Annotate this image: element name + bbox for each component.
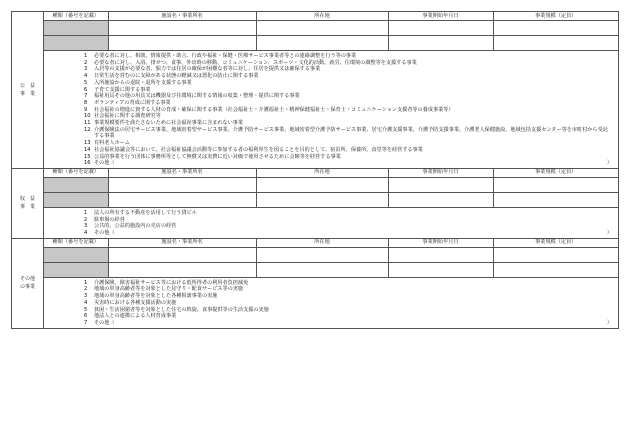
item-number: 3 xyxy=(84,66,88,73)
item-number: 13 xyxy=(84,140,91,147)
list-item xyxy=(44,140,618,147)
item-number: 4 xyxy=(84,73,88,80)
entry-cell[interactable] xyxy=(256,36,388,51)
item-text: 地域の単身高齢者等を対象とした見守り・配食サービス等の実施 xyxy=(94,286,244,293)
closing-paren: ） xyxy=(606,160,612,167)
list-item xyxy=(44,300,618,307)
profit-business-section xyxy=(12,169,618,239)
item-text: 地域の単身高齢者等を対象とした各種相談事業の実施 xyxy=(94,293,218,300)
list-item xyxy=(44,120,618,127)
item-number: 3 xyxy=(84,223,88,230)
item-text: 法人の所有する不動産を活用して行う貸ビル xyxy=(94,209,197,216)
item-number: 1 xyxy=(84,279,88,286)
item-number: 5 xyxy=(84,79,88,86)
item-text: 社会福祉の増進に資する人材の育成・確保に関する事業（社会福祉士・介護福祉士・精神保健福祉士・保育士・コミュニケーション支援者等の養成事業等） xyxy=(94,106,454,113)
entry-cell[interactable] xyxy=(493,177,618,192)
type-number-cell[interactable] xyxy=(44,21,108,36)
item-number: 7 xyxy=(84,93,88,100)
table-row xyxy=(44,177,618,192)
closing-paren: ） xyxy=(606,319,612,326)
item-number: 1 xyxy=(84,209,88,216)
table-row xyxy=(44,36,618,51)
item-number: 11 xyxy=(84,120,91,127)
business-type-list xyxy=(44,51,618,168)
list-item xyxy=(44,210,618,217)
item-number: 2 xyxy=(84,286,88,293)
item-number: 15 xyxy=(84,153,91,160)
column-header: 施設名・事業所名 xyxy=(108,239,256,248)
item-text: 介護保険、障害福祉サービス等における低所得者の利用者負担減免 xyxy=(94,279,249,286)
item-text: 入居等の支援が必要な者、独力では住居の確保が困難な者等に対し、住居を提供又は確保する事業 xyxy=(94,66,321,73)
section-label: 公 益 事 業 xyxy=(12,12,44,168)
list-item xyxy=(44,73,618,80)
closing-paren: ） xyxy=(606,230,612,237)
entry-cell[interactable] xyxy=(256,192,388,207)
column-header: 所在地 xyxy=(256,239,388,248)
entry-table xyxy=(44,12,618,51)
column-header: 種類（番号を記載） xyxy=(44,169,108,178)
list-item xyxy=(44,80,618,87)
section-label: 収 益 事 業 xyxy=(12,169,44,238)
column-header: 種類（番号を記載） xyxy=(44,239,108,248)
item-text: その他（ xyxy=(94,319,115,326)
type-number-cell[interactable] xyxy=(44,177,108,192)
entry-cell[interactable] xyxy=(388,247,493,262)
column-header: 所在地 xyxy=(256,12,388,21)
entry-cell[interactable] xyxy=(493,21,618,36)
entry-cell[interactable] xyxy=(388,177,493,192)
table-row xyxy=(44,262,618,277)
item-number: 1 xyxy=(84,53,88,59)
entry-cell[interactable] xyxy=(108,21,256,36)
item-number: 4 xyxy=(84,230,88,237)
item-number: 6 xyxy=(84,313,88,320)
table-header-row xyxy=(44,169,618,178)
list-item xyxy=(44,313,618,320)
business-report-form xyxy=(11,11,619,329)
entry-cell[interactable] xyxy=(388,192,493,207)
item-text: 日常生活を営むのに支障がある状態の軽減又は悪化の防止に関する事業 xyxy=(94,73,259,80)
entry-cell[interactable] xyxy=(108,247,256,262)
column-header: 事業開始年月日 xyxy=(388,169,493,178)
entry-cell[interactable] xyxy=(256,262,388,277)
entry-cell[interactable] xyxy=(108,177,256,192)
item-number: 12 xyxy=(84,126,91,133)
type-number-cell[interactable] xyxy=(44,247,108,262)
item-text: 災害時における各種支援活動の実施 xyxy=(94,299,177,306)
item-text: 福祉用具その他の用具又は機器及び住環境に関する情報の収集・整理・提供に関する事業 xyxy=(94,93,300,100)
entry-cell[interactable] xyxy=(388,21,493,36)
column-header: 事業規模（定員） xyxy=(493,169,618,178)
business-type-list xyxy=(44,208,618,238)
item-text: 介護保険法の居宅サービス事業、地域密着型サービス事業、介護予防サービス事業、地域密着型介護予防サービス事業、居宅介護支援事業、介護予防支援事業、介護老人保健施設、地域包括支援センター等を市町村から受託する事業 xyxy=(94,126,608,140)
item-text: 社会福祉協議会等において、社会福祉協議会活動等に参加する者の福利厚生を図ることを目的として、宿泊所、保養所、食堂等を経営する事業 xyxy=(94,146,423,153)
entry-table xyxy=(44,239,618,278)
item-text: 公益的事業を行う団体に事務所等として無償又は実費に近い対価で使用させるために会館等を経営する事業 xyxy=(94,153,341,160)
column-header: 事業開始年月日 xyxy=(388,12,493,21)
item-text: 入所施設からの退院・退所を支援する事業 xyxy=(94,79,192,86)
item-text: 事業規模要件を満たさないために社会福祉事業に含まれない事業 xyxy=(94,120,244,127)
other-business-section xyxy=(12,239,618,328)
entry-table xyxy=(44,169,618,208)
item-number: 8 xyxy=(84,99,88,106)
list-item xyxy=(44,154,618,161)
column-header: 事業規模（定員） xyxy=(493,12,618,21)
entry-cell[interactable] xyxy=(108,192,256,207)
entry-cell[interactable] xyxy=(256,177,388,192)
list-item xyxy=(44,293,618,300)
type-number-cell[interactable] xyxy=(44,262,108,277)
list-item xyxy=(44,93,618,100)
public-interest-business-section xyxy=(12,12,618,169)
column-header: 事業規模（定員） xyxy=(493,239,618,248)
item-text: 有料老人ホーム xyxy=(94,140,130,147)
item-number: 5 xyxy=(84,306,88,313)
list-item xyxy=(44,223,618,230)
item-text: 公共的、公益的施設内の売店の経営 xyxy=(94,223,177,230)
item-number: 2 xyxy=(84,59,88,66)
column-header: 種類（番号を記載） xyxy=(44,12,108,21)
item-text: その他（ xyxy=(94,230,115,237)
entry-cell[interactable] xyxy=(256,247,388,262)
entry-cell[interactable] xyxy=(388,36,493,51)
column-header: 事業開始年月日 xyxy=(388,239,493,248)
type-number-cell[interactable] xyxy=(44,36,108,51)
entry-cell[interactable] xyxy=(256,21,388,36)
table-row xyxy=(44,192,618,207)
entry-cell[interactable] xyxy=(493,36,618,51)
item-text: 貧困・生活困窮者等を対象とした住宅の斡旋、食事提供等の生活支援の実施 xyxy=(94,306,269,313)
table-header-row xyxy=(44,12,618,21)
item-number: 16 xyxy=(84,160,91,167)
item-number: 9 xyxy=(84,106,88,113)
entry-cell[interactable] xyxy=(493,192,618,207)
column-header: 施設名・事業所名 xyxy=(108,169,256,178)
item-number: 14 xyxy=(84,146,91,153)
entry-cell[interactable] xyxy=(108,36,256,51)
item-text: その他（ xyxy=(94,160,115,167)
business-type-list xyxy=(44,278,618,328)
entry-cell[interactable] xyxy=(108,262,256,277)
item-text: 必要な者に対し、入浴、排せつ、食事、外出時の移動、コミュニケーション、スポーツ・文化的活動、就労、住環境の調整等を支援する事業 xyxy=(94,59,417,66)
entry-cell[interactable] xyxy=(493,262,618,277)
item-text: 子育て支援に関する事業 xyxy=(94,86,151,93)
table-row xyxy=(44,247,618,262)
list-item xyxy=(44,100,618,107)
item-number: 4 xyxy=(84,299,88,306)
column-header: 施設名・事業所名 xyxy=(108,12,256,21)
item-number: 10 xyxy=(84,113,91,120)
list-item xyxy=(44,127,618,140)
entry-cell[interactable] xyxy=(493,247,618,262)
item-text: ボランティアの育成に関する事業 xyxy=(94,99,171,106)
entry-cell[interactable] xyxy=(388,262,493,277)
type-number-cell[interactable] xyxy=(44,192,108,207)
item-text: 駐車場の経営 xyxy=(94,216,125,223)
list-item xyxy=(44,230,618,237)
item-text: 社会福祉に関する調査研究等 xyxy=(94,113,161,120)
item-text: 必要な者に対し、相談、情報提供・助言、行政や福祉・保健・医療サービス事業者等との連絡調整を行う等の事業 xyxy=(94,53,357,59)
item-number: 2 xyxy=(84,216,88,223)
item-number: 3 xyxy=(84,293,88,300)
item-number: 7 xyxy=(84,319,88,326)
section-label: その他 の事業 xyxy=(12,239,44,328)
list-item xyxy=(44,160,618,167)
table-header-row xyxy=(44,239,618,248)
item-text: 他法人との連携による人材育成事業 xyxy=(94,313,177,320)
item-number: 6 xyxy=(84,86,88,93)
list-item xyxy=(44,147,618,154)
list-item xyxy=(44,320,618,327)
list-item xyxy=(44,53,618,60)
table-row xyxy=(44,21,618,36)
column-header: 所在地 xyxy=(256,169,388,178)
